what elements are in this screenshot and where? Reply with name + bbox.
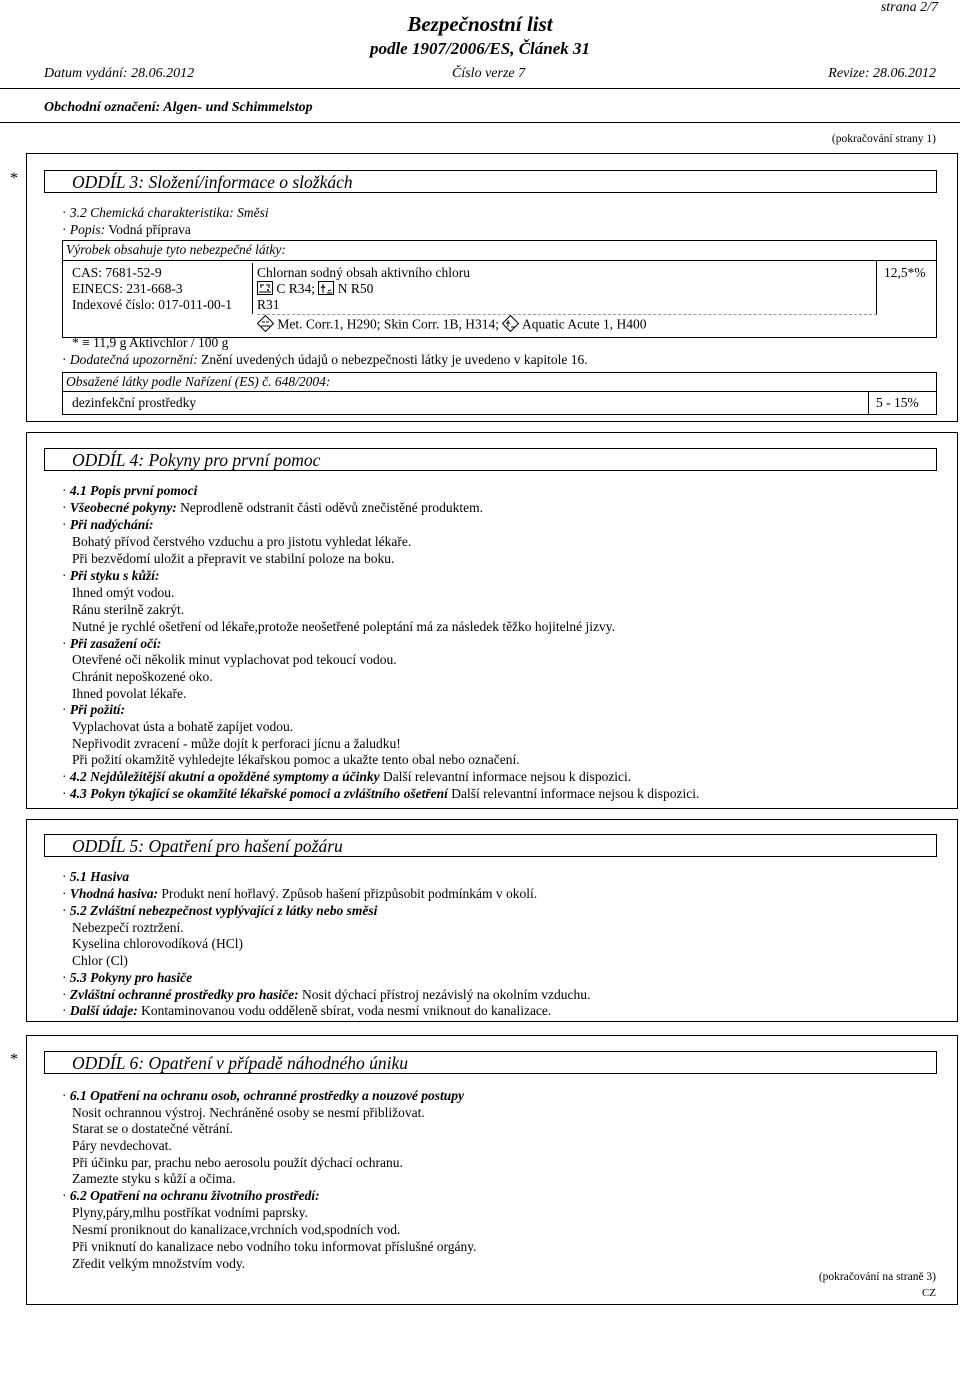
skin-text-3: Nutné je rychlé ošetření od lékaře,protože neošetřené poleptání má za následek těžko hojitelné jizvy. — [72, 619, 616, 634]
other-text: Kontaminovanou vodu odděleně sbírat, voda nesmí vniknout do kanalizace. — [141, 1003, 552, 1018]
section-4-header — [44, 448, 937, 471]
ppe-row: · Zvláštní ochranné prostředky pro hasiče: Nosit dýchací přístroj nezávislý na okolním vzduchu. — [62, 987, 591, 1002]
s62-text-4: Zředit velkým množstvím vody. — [72, 1256, 246, 1271]
section-6-title: ODDÍL 6: Opatření v případě náhodného úniku — [72, 1053, 409, 1073]
s52-text-3: Chlor (Cl) — [72, 953, 128, 968]
eye-heading: · Při zasažení očí: — [62, 636, 162, 651]
s51-label: 5.1 Hasiva — [69, 869, 130, 884]
ghs-corrosion-icon — [257, 315, 274, 336]
skin-label: Při styku s kůží: — [69, 568, 160, 583]
section-3-header — [44, 170, 937, 193]
ppe-label: Zvláštní ochranné prostředky pro hasiče: — [69, 987, 299, 1002]
media-label: Vhodná hasiva: — [69, 886, 159, 901]
section-4-1-heading: · 4.1 Popis první pomoci — [62, 483, 198, 498]
skin-text-2: Ránu sterilně zakrýt. — [72, 602, 185, 617]
s61-text-3: Páry nevdechovat. — [72, 1138, 172, 1153]
ghs-environment-icon — [502, 315, 519, 336]
skin-text-1: Ihned omýt vodou. — [72, 585, 175, 600]
s61-label: 6.1 Opatření na ochranu osob, ochranné prostředky a nouzové postupy — [69, 1088, 465, 1103]
s52-text-1: Nebezpečí roztržení. — [72, 920, 184, 935]
ingestion-text-2: Nepřivodit zvracení - může dojít k perforaci jícnu a žaludku! — [72, 736, 401, 751]
header-rule — [0, 88, 960, 89]
cas-number: CAS: 7681-52-9 — [72, 265, 162, 280]
general-row: · Všeobecné pokyny: Neprodleně odstranit části oděvů znečistěné produktem. — [62, 500, 484, 515]
ingestion-label: Při požití: — [69, 702, 126, 717]
s62-text-3: Při vniknutí do kanalizace nebo vodního toku informovat příslušné orgány. — [72, 1239, 477, 1254]
section-3-2-heading: · 3.2 Chemická charakteristika: Směsi — [62, 205, 269, 220]
column-divider-2 — [868, 392, 869, 415]
substance-name: Chlornan sodný obsah aktivního chloru — [257, 265, 470, 280]
description-label: Popis: — [69, 222, 106, 237]
table-rule-2 — [62, 391, 937, 392]
language-code: CZ — [921, 1287, 936, 1299]
einecs-number: EINECS: 231-668-3 — [72, 281, 183, 296]
column-divider-percent — [876, 260, 877, 315]
index-number: Indexové číslo: 017-011-00-1 — [72, 297, 232, 312]
description-value: Vodná příprava — [108, 222, 191, 237]
clp-hazard-2: Aquatic Acute 1, H400 — [522, 316, 647, 332]
section-4-title: ODDÍL 4: Pokyny pro první pomoc — [72, 450, 321, 470]
column-divider — [252, 263, 253, 314]
change-marker: * — [10, 170, 18, 187]
s62-label: 6.2 Opatření na ochranu životního prostředí: — [69, 1188, 320, 1203]
continued-from: (pokračování strany 1) — [831, 133, 936, 145]
detergent-value: 5 - 15% — [876, 395, 919, 410]
inhalation-heading: · Při nadýchání: — [62, 517, 154, 532]
continued-to: (pokračování na straně 3) — [818, 1271, 936, 1283]
clp-classification-row — [257, 315, 647, 336]
hazardous-substances-label: Výrobek obsahuje tyto nebezpečné látky: — [66, 242, 286, 257]
section-6-2-heading: · 6.2 Opatření na ochranu životního prostředí: — [62, 1188, 320, 1203]
classification-c: C R34; — [276, 281, 316, 297]
eye-label: Při zasažení očí: — [69, 636, 162, 651]
header-rule-2 — [0, 122, 960, 123]
s42-label: 4.2 Nejdůležitější akutní a opožděné symptomy a účinky — [69, 769, 380, 784]
section-4-3-row: · 4.3 Pokyn týkající se okamžité lékařské pomoci a zvláštního ošetření Další relevantní informace nejsou k dispozici. — [62, 786, 700, 801]
s53-label: 5.3 Pokyny pro hasiče — [69, 970, 193, 985]
environment-pictogram-icon — [318, 281, 334, 299]
media-text: Produkt není hořlavý. Způsob hašení přizpůsobit podmínkám v okolí. — [161, 886, 538, 901]
general-label: Všeobecné pokyny: — [69, 500, 177, 515]
concentration-percent: 12,5*% — [884, 265, 926, 280]
s61-text-5: Zamezte styku s kůží a očima. — [72, 1171, 236, 1186]
footnote-row — [72, 335, 228, 351]
section-5-header — [44, 834, 937, 857]
mixture-label: 3.2 Chemická charakteristika: Směsi — [69, 205, 269, 220]
s41-label: 4.1 Popis první pomoci — [69, 483, 198, 498]
s43-text: Další relevantní informace nejsou k dispozici. — [451, 786, 700, 801]
section-6-header — [44, 1051, 937, 1074]
s61-text-2: Starat se o dostatečné větrání. — [72, 1121, 233, 1136]
s43-label: 4.3 Pokyn týkající se okamžité lékařské pomoci a zvláštního ošetření — [69, 786, 448, 801]
s42-text: Další relevantní informace nejsou k dispozici. — [383, 769, 632, 784]
s61-text-1: Nosit ochrannou výstroj. Nechráněné osoby se nesmí přibližovat. — [72, 1105, 425, 1120]
version-number: Číslo verze 7 — [452, 66, 526, 81]
section-5-2-heading: · 5.2 Zvláštní nebezpečnost vyplývající z látky nebo směsi — [62, 903, 378, 918]
revision-date: Revize: 28.06.2012 — [828, 66, 936, 81]
additional-note-row: · Dodatečná upozornění: Znění uvedených údajů o nebezpečnosti látky je uvedeno v kapitole 16. — [62, 352, 588, 367]
skin-heading: · Při styku s kůží: — [62, 568, 160, 583]
section-3-title: ODDÍL 3: Složení/informace o složkách — [72, 172, 353, 192]
description-row: · Popis: Vodná příprava — [62, 222, 191, 237]
classification-n: N R50 — [337, 281, 374, 297]
trade-name: Obchodní označení: Algen- und Schimmelstop — [44, 100, 313, 115]
change-marker-6: * — [10, 1051, 18, 1068]
s52-label: 5.2 Zvláštní nebezpečnost vyplývající z látky nebo směsi — [69, 903, 378, 918]
s52-text-2: Kyselina chlorovodíková (HCl) — [72, 936, 243, 951]
risk-phrase-r31: R31 — [257, 297, 280, 312]
issue-date: Datum vydání: 28.06.2012 — [44, 66, 195, 81]
footnote-star: * — [72, 335, 79, 350]
additional-note-label: Dodatečná upozornění: — [69, 352, 198, 367]
inhalation-text-1: Bohatý přívod čerstvého vzduchu a pro jistotu vyhledat lékaře. — [72, 534, 412, 549]
s62-text-2: Nesmí proniknout do kanalizace,vrchních vod,spodních vod. — [72, 1222, 401, 1237]
document-title: Bezpečnostní list — [407, 12, 553, 36]
page-number: strana 2/7 — [880, 0, 938, 15]
section-4-2-row: · 4.2 Nejdůležitější akutní a opožděné symptomy a účinky Další relevantní informace nejsou k dispozici. — [62, 769, 632, 784]
s61-text-4: Při účinku par, prachu nebo aerosolu použít dýchací ochranu. — [72, 1155, 403, 1170]
eye-text-2: Chránit nepoškozené oko. — [72, 669, 213, 684]
general-text: Neprodleně odstranit části oděvů znečistěné produktem. — [180, 500, 484, 515]
inhalation-text-2: Při bezvědomí uložit a přepravit ve stabilní poloze na boku. — [72, 551, 395, 566]
eye-text-3: Ihned povolat lékaře. — [72, 686, 187, 701]
detergent-regulation-label: Obsažené látky podle Nařízení (ES) č. 648/2004: — [66, 374, 331, 389]
document-subtitle: podle 1907/2006/ES, Článek 31 — [369, 39, 591, 58]
section-6-1-heading: · 6.1 Opatření na ochranu osob, ochranné prostředky a nouzové postupy — [62, 1088, 465, 1103]
ingestion-heading: · Při požití: — [62, 702, 126, 717]
inhalation-label: Při nadýchání: — [69, 517, 154, 532]
other-label: Další údaje: — [69, 1003, 138, 1018]
table-rule — [62, 260, 937, 261]
s62-text-1: Plyny,páry,mlhu postříkat vodními paprsky. — [72, 1205, 308, 1220]
detergent-item: dezinfekční prostředky — [72, 395, 197, 410]
media-row: · Vhodná hasiva: Produkt není hořlavý. Způsob hašení přizpůsobit podmínkám v okolí. — [62, 886, 538, 901]
additional-note-text: Znění uvedených údajů o nebezpečnosti látky je uvedeno v kapitole 16. — [201, 352, 588, 367]
ingestion-text-1: Vyplachovat ústa a bohatě zapíjet vodou. — [72, 719, 294, 734]
footnote-text: 11,9 g Aktivchlor / 100 g — [93, 335, 229, 350]
ppe-text: Nosit dýchací přístroj nezávislý na okolním vzduchu. — [302, 987, 591, 1002]
section-5-3-heading: · 5.3 Pokyny pro hasiče — [62, 970, 193, 985]
eye-text-1: Otevřené oči několik minut vyplachovat pod tekoucí vodou. — [72, 652, 397, 667]
section-5-1-heading: · 5.1 Hasiva — [62, 869, 130, 884]
clp-hazard-1: Met. Corr.1, H290; Skin Corr. 1B, H314; — [277, 316, 500, 332]
section-5-title: ODDÍL 5: Opatření pro hašení požáru — [72, 836, 343, 856]
other-row: · Další údaje: Kontaminovanou vodu odděleně sbírat, voda nesmí vniknout do kanalizace. — [62, 1003, 552, 1018]
footnote-symbol: ≡ — [82, 335, 90, 350]
ingestion-text-3: Při požití okamžitě vyhledejte lékařskou pomoc a ukažte tento obal nebo označení. — [72, 752, 520, 767]
